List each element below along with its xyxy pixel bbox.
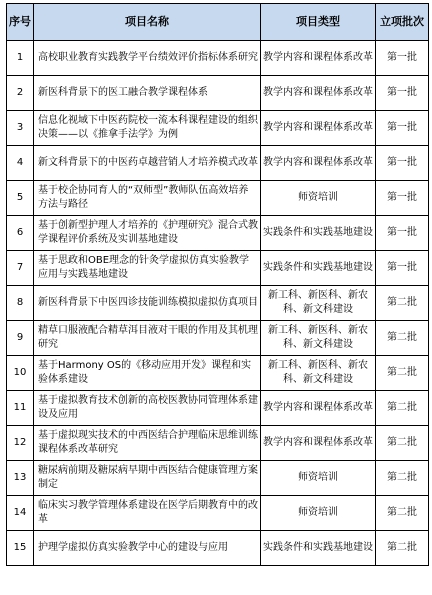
row-index: 4 (16, 157, 24, 168)
row-batch: 第二批 (387, 402, 417, 413)
row-batch: 第二批 (387, 472, 417, 483)
row-index: 15 (13, 542, 27, 553)
row-batch: 第一批 (387, 157, 417, 168)
row-project-type: 教学内容和课程体系改革 (263, 402, 373, 413)
row-batch: 第一批 (387, 87, 417, 98)
table-row (7, 496, 429, 531)
row-index: 13 (13, 472, 27, 483)
row-project-name: 基于思政和OBE理念的针灸学虚拟仿真实验教学应用与实践基地建设 (38, 255, 250, 280)
row-batch: 第二批 (387, 542, 417, 553)
table-row (7, 426, 429, 461)
header-index: 序号 (7, 4, 34, 41)
row-index: 6 (16, 227, 24, 238)
table-row (7, 321, 429, 356)
row-project-name: 信息化视域下中医药院校一流本科课程建设的组织决策——以《推拿手法学》为例 (38, 115, 258, 140)
row-index: 11 (13, 402, 27, 413)
row-project-name: 新医科背景下的医工融合教学课程体系 (38, 87, 208, 98)
table-body (7, 41, 429, 566)
row-batch: 第一批 (387, 122, 417, 133)
header-name: 项目名称 (34, 4, 261, 41)
row-batch: 第一批 (387, 227, 417, 238)
row-project-type: 教学内容和课程体系改革 (263, 52, 373, 63)
row-batch: 第一批 (387, 192, 417, 203)
table-row (7, 286, 429, 321)
row-index: 1 (16, 52, 24, 63)
row-project-name: 临床实习教学管理体系建设在医学后期教育中的改革 (38, 500, 258, 525)
row-index: 8 (16, 297, 24, 308)
row-project-name: 精草口服液配合精草洱目液对干眼的作用及其机理研究 (38, 325, 258, 350)
row-batch: 第二批 (387, 332, 417, 343)
table-header-row (7, 4, 429, 41)
row-project-type: 师资培训 (298, 192, 338, 203)
row-project-type: 实践条件和实践基地建设 (263, 542, 373, 553)
row-project-type: 实践条件和实践基地建设 (263, 227, 373, 238)
row-project-type: 教学内容和课程体系改革 (263, 437, 373, 448)
row-project-name: 基于创新型护理人才培养的《护理研究》混合式教学课程评价系统及实训基地建设 (38, 220, 258, 245)
row-index: 5 (16, 192, 24, 203)
row-project-name: 基于校企协同育人的“双师型”教师队伍高效培养方法与路径 (38, 185, 249, 210)
table-row (7, 76, 429, 111)
table-row (7, 146, 429, 181)
row-project-type: 教学内容和课程体系改革 (263, 122, 373, 133)
row-project-type: 教学内容和课程体系改革 (263, 157, 373, 168)
row-project-type: 新工科、新医科、新农科、新文科建设 (268, 325, 368, 350)
row-project-name: 基于Harmony OS的《移动应用开发》课程和实验体系建设 (38, 360, 252, 385)
table-row (7, 391, 429, 426)
row-project-name: 基于虚拟现实技术的中西医结合护理临床思维训练课程体系改革研究 (38, 430, 258, 455)
row-index: 10 (13, 367, 27, 378)
table-row (7, 461, 429, 496)
row-project-type: 师资培训 (298, 472, 338, 483)
row-batch: 第二批 (387, 437, 417, 448)
row-batch: 第二批 (387, 507, 417, 518)
row-index: 14 (13, 507, 27, 518)
header-type: 项目类型 (261, 4, 376, 41)
table-row (7, 356, 429, 391)
row-project-name: 糖尿病前期及糖尿病早期中西医结合健康管理方案制定 (38, 465, 258, 490)
row-batch: 第一批 (387, 262, 417, 273)
table-row (7, 181, 429, 216)
row-project-name: 护理学虚拟仿真实验教学中心的建设与应用 (38, 542, 228, 553)
row-index: 7 (16, 262, 24, 273)
header-batch: 立项批次 (376, 4, 429, 41)
row-batch: 第二批 (387, 297, 417, 308)
row-batch: 第一批 (387, 52, 417, 63)
row-project-type: 实践条件和实践基地建设 (263, 262, 373, 273)
row-batch: 第二批 (387, 367, 417, 378)
table-row (7, 216, 429, 251)
row-project-type: 教学内容和课程体系改革 (263, 87, 373, 98)
project-table-container (6, 3, 426, 566)
row-index: 9 (16, 332, 24, 343)
row-project-type: 新工科、新医科、新农科、新文科建设 (268, 290, 368, 315)
row-project-name: 高校职业教育实践教学平台绩效评价指标体系研究 (38, 52, 258, 63)
row-project-type: 新工科、新医科、新农科、新文科建设 (268, 360, 368, 385)
table-row (7, 41, 429, 76)
row-project-name: 基于虚拟教育技术创新的高校医教协同管理体系建设及应用 (38, 395, 258, 420)
row-index: 12 (13, 437, 27, 448)
row-index: 2 (16, 87, 24, 98)
row-index: 3 (16, 122, 24, 133)
table-row (7, 111, 429, 146)
row-project-name: 新医科背景下中医四诊技能训练模拟虚拟仿真项目 (38, 297, 258, 308)
project-table (6, 3, 429, 566)
row-project-name: 新文科背景下的中医药卓越营销人才培养模式改革 (38, 157, 258, 168)
row-project-type: 师资培训 (298, 507, 338, 518)
table-row (7, 251, 429, 286)
table-row (7, 531, 429, 566)
